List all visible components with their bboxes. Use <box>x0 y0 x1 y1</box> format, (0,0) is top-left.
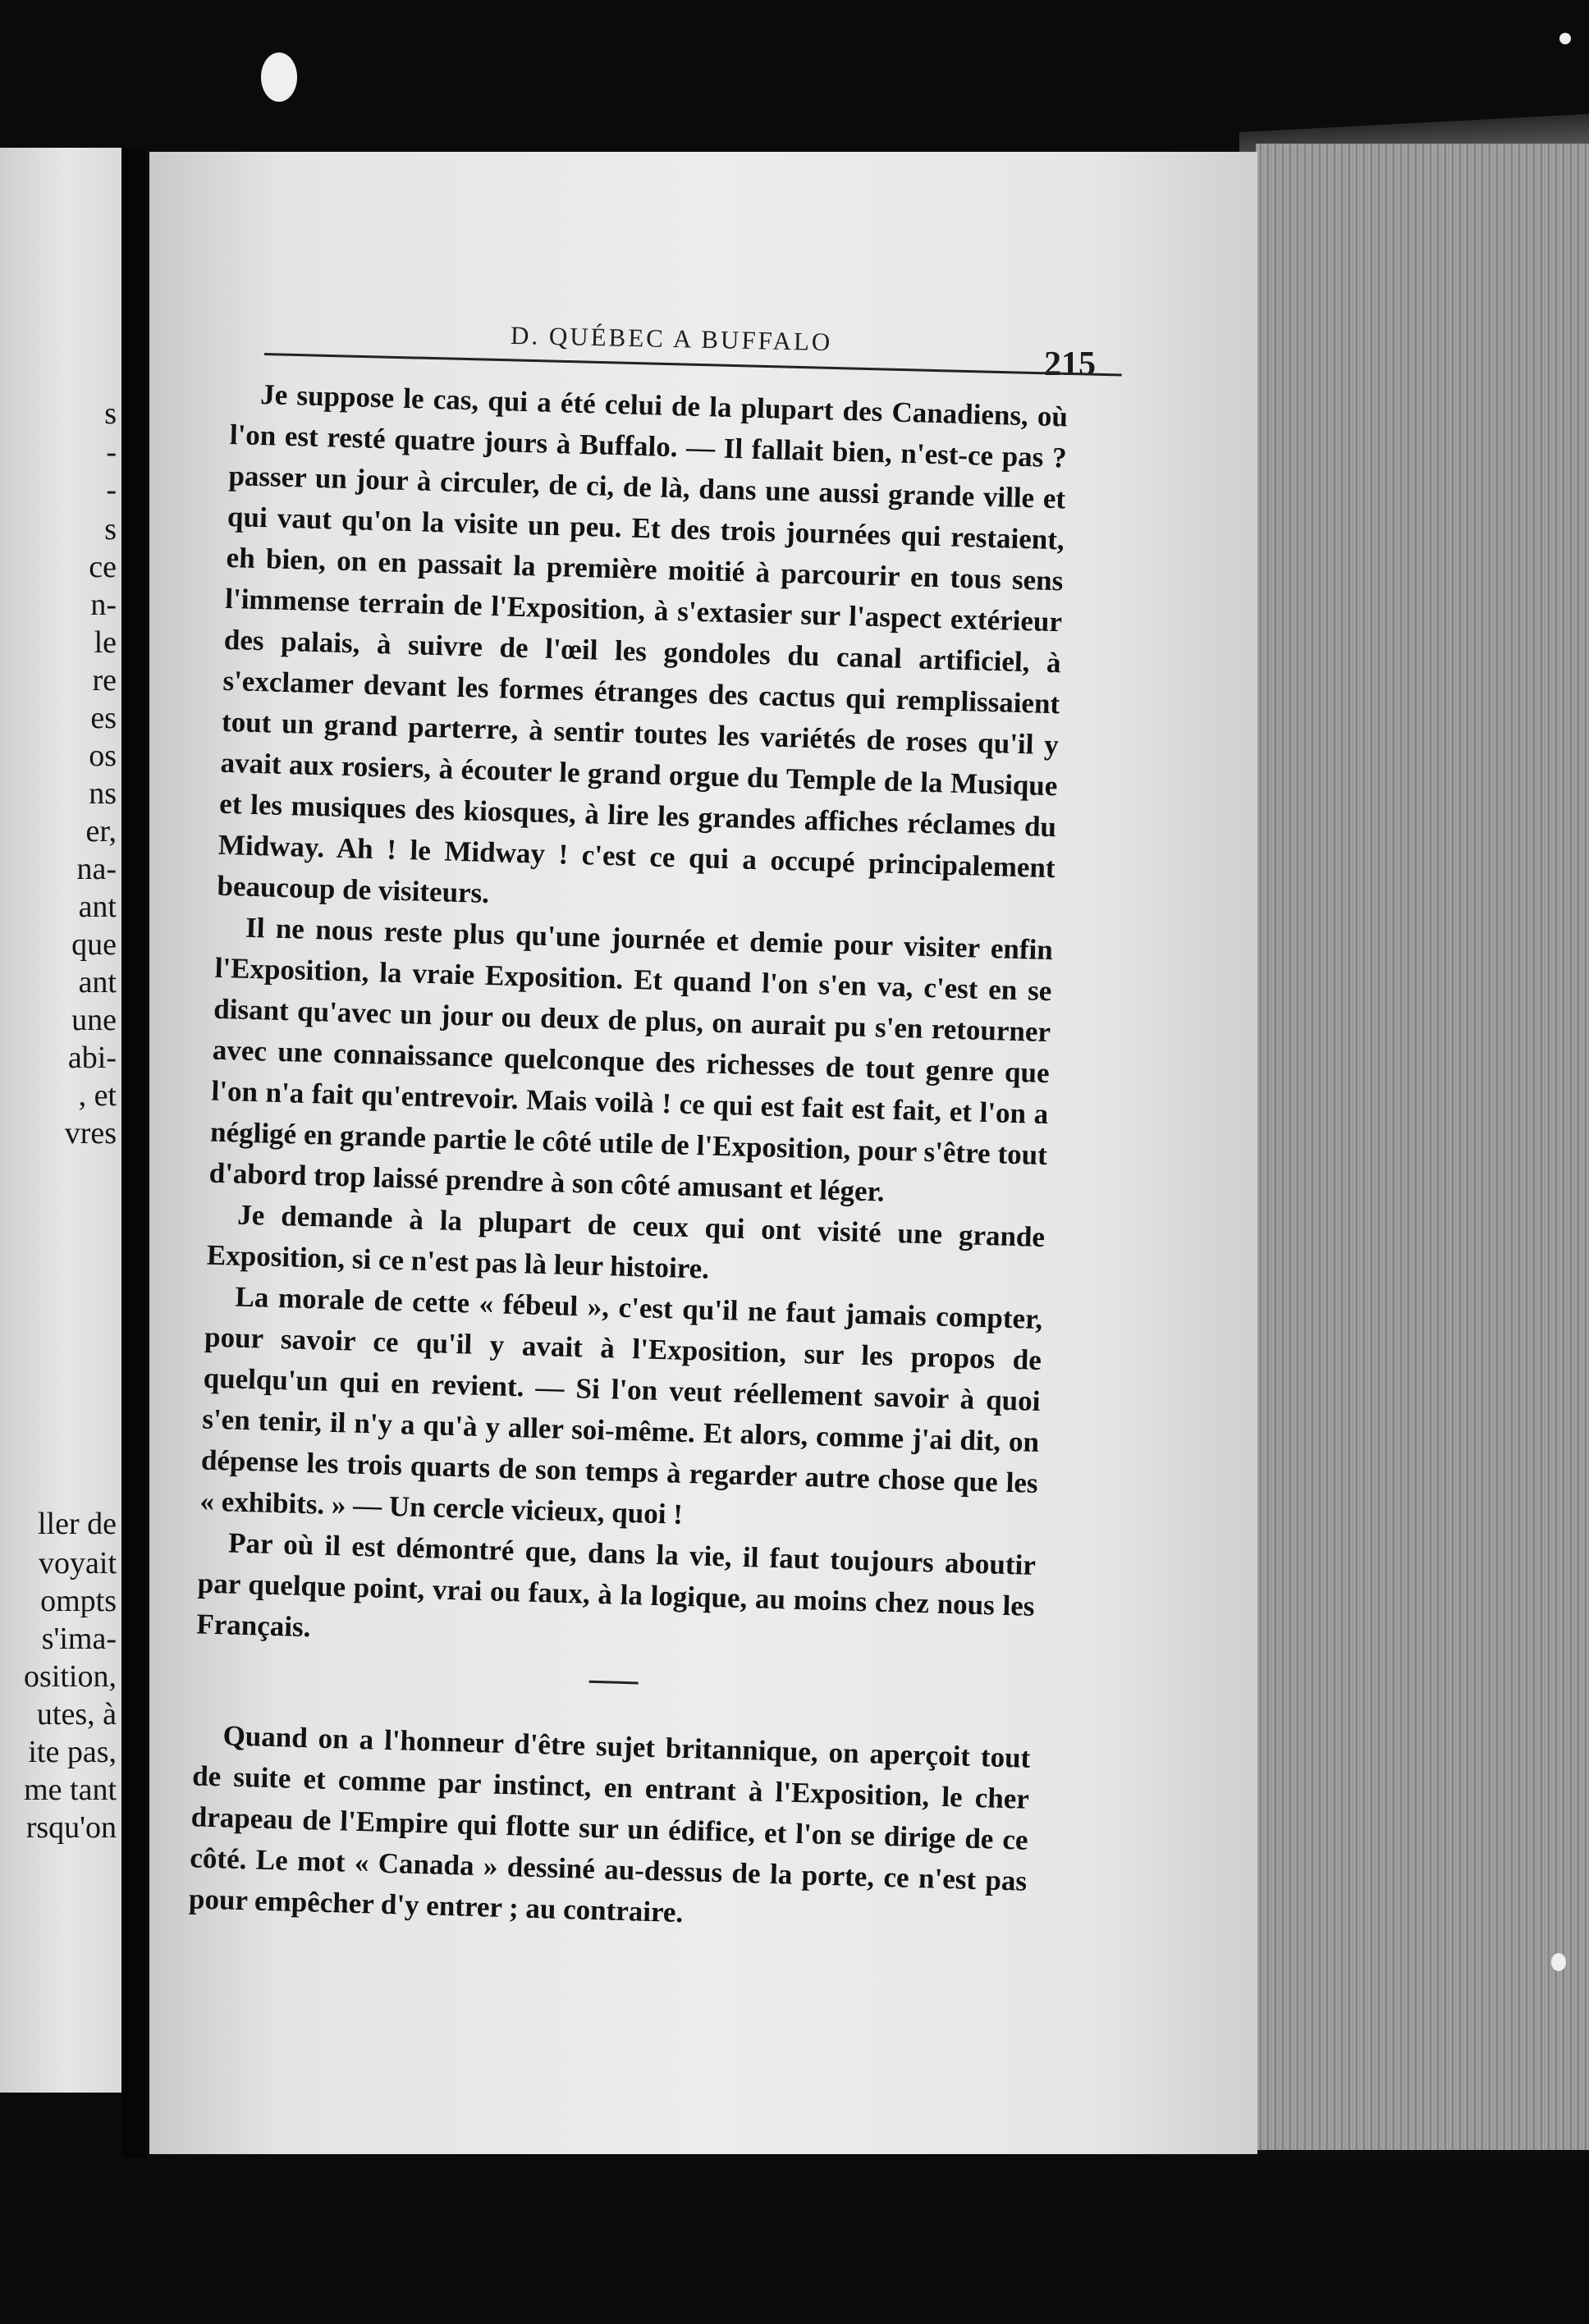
left-page-fragment: re <box>92 663 117 698</box>
left-page-fragment: s <box>104 512 117 547</box>
page-block-edges <box>1256 144 1589 2150</box>
left-page-fragment: abi- <box>67 1041 117 1075</box>
left-page-fragment: voyait <box>39 1546 117 1581</box>
paragraph: Il ne nous reste plus qu'une journée et demie pour visiter enfin l'Exposition, la vraie Exposition. Et quand l'on s'en va, c'est en se disant qu'avec un jour ou deux de plus, on aurait pu s'en retourner avec une connaissance quelconque des richesses de tout genre que l'on n'a fait qu'entrevoir. Mais voilà ! ce qui est fait est fait, et l'on a négligé en grande partie le côté utile de l'Exposition, pour s'être tout d'abord trop laissé prendre à son côté amusant et léger. <box>208 911 1054 1208</box>
scan-speck <box>1559 33 1571 44</box>
left-page-fragment: os <box>89 739 117 773</box>
section-break <box>589 1681 639 1685</box>
paragraph: Je suppose le cas, qui a été celui de la plupart des Canadiens, où l'on est resté quatre jours à Buffalo. — Il fallait bien, n'est-ce pas ? passer un jour à circuler, de ci, de là, dans une aussi grande ville et qui vaut qu'on la visite un peu. Et des trois journées qui restaient, eh bien, on en passait la première moitié à parcourir en tous sens l'immense terrain de l'Exposition, à s'extasier sur l'aspect extérieur des palais, à suivre de l'œil les gondoles du canal artificiel, à s'exclamer devant les formes étranges des cactus qui remplissaient tout un grand parterre, à sentir toutes les variétés de roses qu'il y avait aux rosiers, à écouter le grand orgue du Temple de la Musique et les musiques des kiosques, à lire les grandes affiches réclames du Midway. Ah ! le Midway ! c'est ce qui a occupé principalement beaucoup de visiteurs. <box>217 378 1069 910</box>
book-page <box>149 152 1257 2154</box>
left-page-fragment: na- <box>76 852 117 886</box>
left-page-fragment: ant <box>78 965 117 1000</box>
left-page-fragment: er, <box>85 814 117 849</box>
header-rule <box>264 353 1122 377</box>
body-text <box>188 373 1068 1943</box>
paragraph: Quand on a l'honneur d'être sujet britannique, on aperçoit tout de suite et comme par instinct, en entrant à l'Exposition, le cher drapeau de l'Empire qui flotte sur un édifice, et l'on se dirige de ce côté. Le mot « Canada » dessiné au-dessus de la porte, ce n'est pas pour empêcher d'y entrer ; au contraire. <box>188 1719 1031 1929</box>
left-page-fragment: ite pas, <box>28 1735 117 1769</box>
left-page-fragment: - <box>106 435 117 469</box>
left-page-fragment: le <box>94 625 117 660</box>
left-page-fragment: , et <box>78 1078 117 1113</box>
left-facing-page <box>0 148 123 2093</box>
paragraph: Par où il est démontré que, dans la vie, il faut toujours aboutir par quelque point, vrai ou faux, à la logique, au moins chez nous les Français. <box>195 1526 1037 1644</box>
left-page-fragment: ompts <box>40 1584 117 1618</box>
page-number: 215 <box>1044 345 1096 383</box>
left-page-fragment: utes, à <box>36 1697 117 1732</box>
left-page-fragment: osition, <box>24 1659 117 1694</box>
left-page-fragment: - <box>106 473 117 507</box>
left-page-fragment: s'ima- <box>41 1622 117 1656</box>
left-page-fragment: ller de <box>37 1507 117 1541</box>
book-gutter <box>121 148 146 2158</box>
left-page-fragment: rsqu'on <box>25 1810 117 1845</box>
paragraph: Je demande à la plupart de ceux qui ont visité une grande Exposition, si ce n'est pas là leur histoire. <box>206 1198 1046 1285</box>
scan-speck <box>1551 1953 1566 1971</box>
scan-speck <box>261 53 297 102</box>
left-page-fragment: es <box>90 701 117 735</box>
left-page-fragment: me tant <box>24 1773 117 1807</box>
left-page-fragment: que <box>71 927 117 962</box>
left-page-fragment: ce <box>89 550 117 584</box>
left-page-fragment: n- <box>90 588 117 622</box>
left-page-fragment: s <box>104 396 117 431</box>
running-head: D. QUÉBEC A BUFFALO <box>510 320 833 357</box>
left-page-fragment: ant <box>78 890 117 924</box>
paragraph: La morale de cette « fébeul », c'est qu'il ne faut jamais compter, pour savoir ce qu'il y avait à l'Exposition, sur les propos de quelqu'un qui en revient. — Si l'on veut réellement savoir à quoi s'en tenir, il n'y a qu'à y aller soi-même. Et alors, comme j'ai dit, on dépense les trois quarts de son temps à regarder autre chose que les « exhibits. » — Un cercle vicieux, quoi ! <box>199 1280 1043 1530</box>
left-page-fragment: une <box>71 1003 117 1037</box>
left-page-fragment: vres <box>64 1116 117 1151</box>
left-page-fragment: ns <box>89 776 117 811</box>
